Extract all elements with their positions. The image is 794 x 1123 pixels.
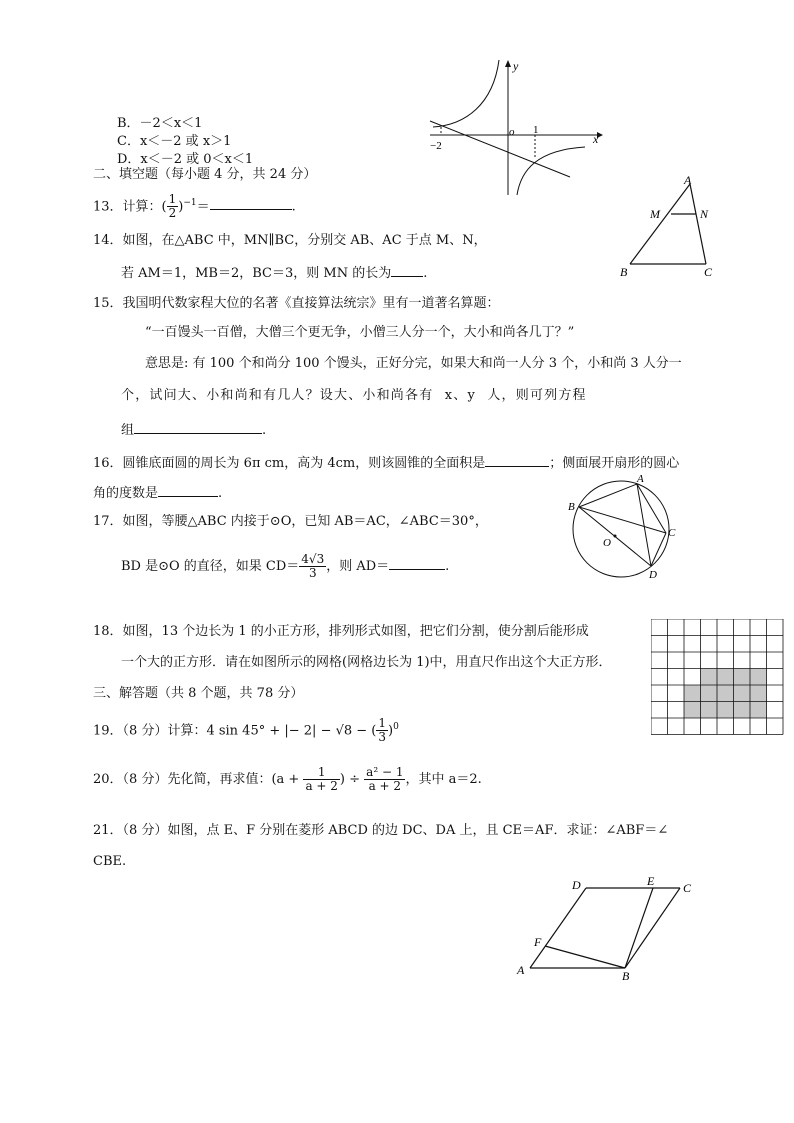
svg-text:C: C — [683, 881, 692, 895]
q16-angle-blank — [158, 482, 218, 497]
circle-figure — [565, 470, 690, 585]
question-15-line1: 15．我国明代数家程大位的名著《直接算法统宗》里有一道著名算题： — [93, 296, 500, 311]
option-c: C．x＜－2 或 x＞1 — [117, 134, 232, 149]
svg-text:A: A — [517, 963, 525, 977]
option-d: D．x＜－2 或 0＜x＜1 — [117, 152, 254, 167]
q20-fraction-1: $\frac{1}{a + 2}$ — [305, 765, 338, 793]
question-19: 19．（8 分）计算：4 sin 45° + |− 2| − √8 − ( $\frac{1}{3}$ )$^0$ — [93, 716, 399, 745]
svg-text:C: C — [704, 265, 713, 279]
question-13: 13．计算：( $\frac{1}{2}$ )$^{-1}$＝ . — [93, 192, 296, 221]
graph-neg2-label: −2 — [430, 140, 442, 152]
svg-text:C: C — [668, 527, 676, 539]
svg-text:B: B — [568, 501, 575, 513]
question-21-line2: CBE. — [93, 854, 127, 869]
svg-text:O: O — [603, 537, 611, 549]
graph-origin-label: o — [509, 126, 515, 138]
question-18-line2: 一个大的正方形．请在如图所示的网格(网格边长为 1)中，用直尺作出这个大正方形． — [121, 655, 612, 670]
graph-y-label: y — [513, 59, 519, 73]
function-graph — [425, 55, 605, 200]
svg-text:D: D — [572, 878, 581, 892]
svg-text:E: E — [647, 874, 655, 888]
question-15-line4: 个，试问大、小和尚和有几人？设大、小和尚各有 x、y 人，则可列方程 — [121, 388, 587, 403]
q17-fraction: $\frac{4√3}{3}$ — [301, 552, 325, 580]
svg-text:A: A — [684, 173, 692, 187]
svg-text:B: B — [620, 265, 628, 279]
graph-x-label: x — [593, 132, 599, 146]
q14-answer-blank — [391, 262, 423, 277]
svg-text:D: D — [649, 569, 657, 581]
question-18-line1: 18．如图，13 个边长为 1 的小正方形，排列形式如图，把它们分割，使分割后能形成 — [93, 624, 589, 639]
q16-area-blank — [485, 452, 549, 467]
question-15-line3: 意思是: 有 100 个和尚分 100 个馒头，正好分完，如果大和尚一人分 3 个，小和尚 3 人分一 — [145, 356, 682, 371]
graph-one-label: 1 — [533, 124, 539, 136]
rhombus-figure — [512, 872, 702, 984]
question-17-line1: 17．如图，等腰△ABC 内接于⊙O，已知 AB＝AC，∠ABC＝30°， — [93, 514, 488, 529]
question-16-line2: 角的度数是 . — [93, 482, 222, 503]
q13-fraction: $\frac{1}{2}$ — [168, 192, 177, 221]
question-20: 20．（8 分）先化简，再求值：(a + $\frac{1}{a + 2}$ ) ÷ $\frac{\text{a² − 1}}{a + 2}$ ，其中 a＝2. — [93, 765, 482, 793]
question-14-line2: 若 AM＝1，MB＝2，BC＝3，则 MN 的长为 . — [121, 262, 427, 283]
q13-pre: 13．计算：( — [93, 199, 167, 215]
svg-text:N: N — [700, 207, 709, 221]
triangle-mn-bc-figure — [618, 172, 723, 282]
square-grid-figure — [651, 619, 785, 738]
question-15-line5: 组 . — [121, 419, 266, 440]
option-b: B．－2＜x＜1 — [117, 116, 203, 131]
q20-fraction-2: $\frac{\text{a² − 1}}{a + 2}$ — [366, 765, 404, 793]
question-15-poem: “一百馒头一百僧，大僧三个更无争，小僧三人分一个，大小和尚各几丁？” — [145, 325, 575, 340]
svg-text:F: F — [534, 935, 542, 949]
section-2-heading: 二、填空题（每小题 4 分，共 24 分） — [93, 167, 317, 182]
question-16-line1: 16．圆锥底面圆的周长为 6π cm，高为 4cm，则该圆锥的全面积是 ；侧面展开扇形的圆心 — [93, 452, 679, 473]
q13-answer-blank — [210, 195, 292, 210]
q19-fraction: $\frac{1}{3}$ — [378, 716, 387, 745]
svg-text:B: B — [622, 969, 630, 983]
svg-text:A: A — [637, 473, 644, 485]
question-21-line1: 21．（8 分）如图，点 E、F 分别在菱形 ABCD 的边 DC、DA 上，且 CE＝AF．求证：∠ABF＝∠ — [93, 823, 669, 838]
section-3-heading: 三、解答题（共 8 个题，共 78 分） — [93, 686, 304, 701]
question-14-line1: 14．如图，在△ABC 中，MN∥BC，分别交 AB、AC 于点 M、N， — [93, 233, 487, 248]
svg-text:M: M — [650, 207, 660, 221]
question-17-line2: BD 是⊙O 的直径，如果 CD＝ $\frac{4√3}{3}$ ，则 AD＝ . — [121, 552, 450, 580]
q15-answer-blank — [134, 419, 262, 434]
q17-answer-blank — [389, 555, 445, 570]
